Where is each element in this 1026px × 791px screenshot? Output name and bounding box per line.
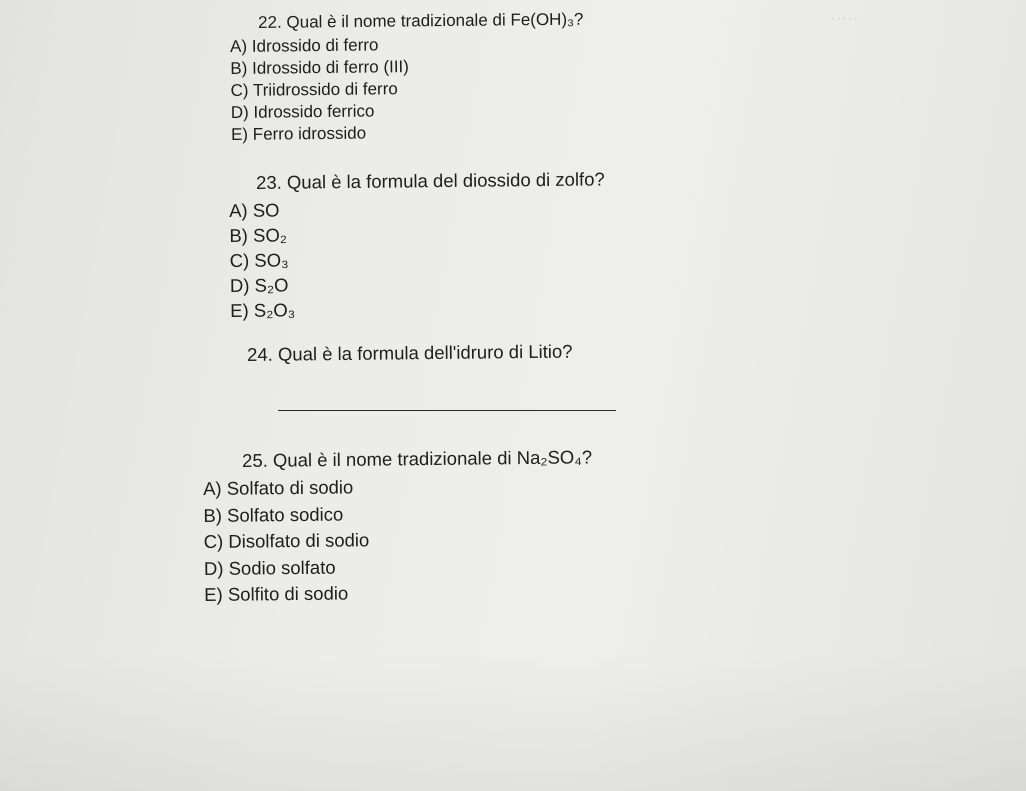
option-d: D) Idrossido ferrico: [230, 101, 375, 122]
question-24: [247, 341, 573, 366]
option-d: D) Sodio solfato: [203, 556, 336, 579]
option-b: B) SO₂: [229, 224, 288, 246]
option-c: C) SO₃: [229, 249, 289, 271]
option-d: D) S₂O: [229, 274, 289, 296]
question-25-options: [203, 474, 370, 608]
question-23-options: [229, 197, 295, 323]
option-b: B) Idrossido di ferro (III): [230, 57, 409, 78]
question-25: [242, 446, 592, 472]
question-title: 22. Qual è il nome tradizionale di Fe(OH)₃?: [258, 9, 584, 32]
option-a: A) Idrossido di ferro: [230, 35, 379, 56]
question-title: 25. Qual è il nome tradizionale di Na₂SO₄?: [242, 446, 593, 471]
paper-shadow: [0, 651, 1026, 791]
option-a: A) SO: [229, 199, 280, 221]
option-e: E) Solfito di sodio: [204, 582, 349, 605]
option-a: A) Solfato di sodio: [203, 476, 354, 499]
bleed-through-text: ·····: [830, 8, 859, 27]
question-23: [256, 168, 605, 194]
option-b: B) Solfato sodico: [203, 503, 344, 526]
option-e: E) S₂O₃: [230, 299, 296, 321]
option-e: E) Ferro idrossido: [230, 123, 367, 144]
option-c: C) Disolfato di sodio: [203, 529, 370, 552]
option-c: C) Triidrossido di ferro: [230, 79, 398, 100]
answer-line: [278, 410, 616, 411]
question-22-options: [230, 34, 410, 146]
question-title: 24. Qual è la formula dell'idruro di Litio?: [247, 340, 573, 365]
question-title: 23. Qual è la formula del diossido di zolfo?: [256, 168, 605, 193]
question-22: [258, 9, 584, 34]
